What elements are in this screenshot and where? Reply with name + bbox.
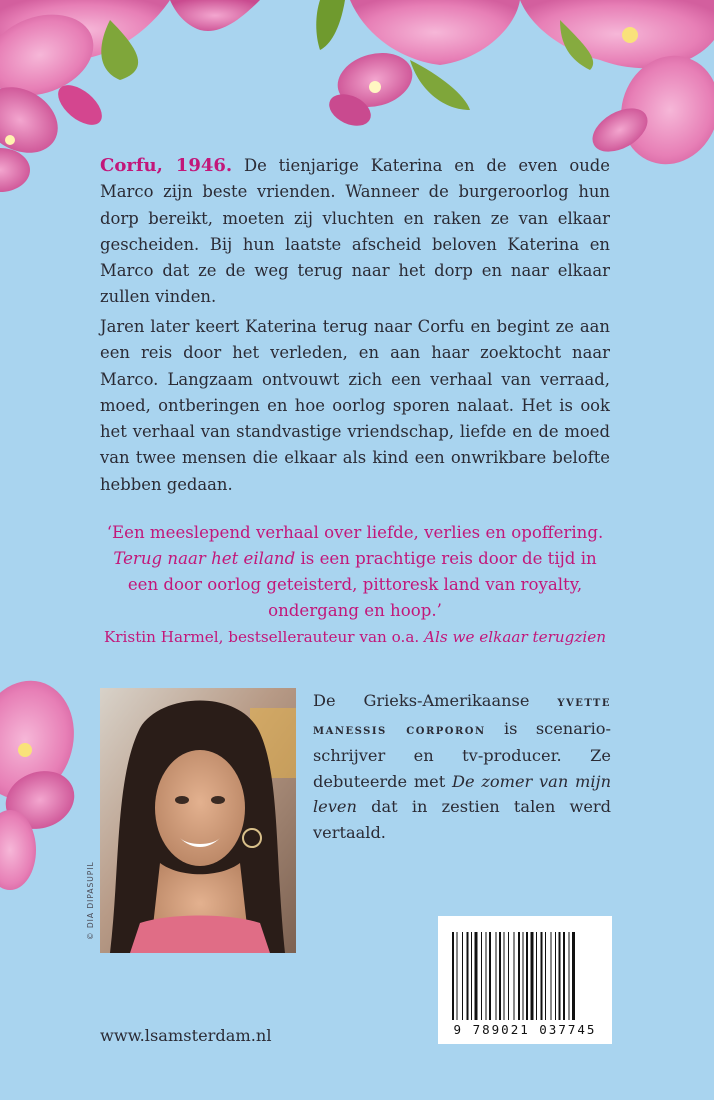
quote-part-1: ‘Een meeslepend verhaal over liefde, verlies en opoffering. [106, 523, 604, 542]
quote-source: Kristin Harmel, bestsellerauteur van o.a. [103, 628, 425, 646]
quote-book-title: Terug naar het eiland [113, 549, 296, 568]
review-quote [100, 520, 610, 650]
author-bio-prefix: De Grieks-Amerikaanse [313, 691, 558, 710]
author-name: yvette manessis corporon [313, 694, 611, 738]
author-photo [100, 688, 296, 953]
barcode-bars-icon [452, 932, 598, 1020]
blurb-lead: Corfu, 1946. [100, 155, 233, 176]
blurb-paragraph-1 [100, 153, 610, 311]
author-debut-title: De zomer van mijn leven [313, 771, 611, 816]
isbn-number: 9 789021 037745 [453, 1022, 597, 1037]
author-bio [313, 688, 611, 845]
quote-part-2: is een prachtige reis door de tijd in een door oorlog geteisterd, pittoresk land van royalty, ondergang en hoop.’ [127, 549, 597, 620]
author-bio-middle: is scenarioschrijver en tv-producer. Ze debuteerde met [313, 718, 611, 791]
publisher-website: www.lsamsterdam.nl [100, 1026, 272, 1045]
photo-credit: © DIA DIPASUPIL [86, 861, 95, 940]
barcode [438, 916, 612, 1044]
author-bio-suffix: dat in zestien talen werd vertaald. [313, 797, 611, 842]
blurb-paragraph-2: Jaren later keert Katerina terug naar Corfu en begint ze aan een reis door het verleden, en aan haar zoektocht naar Marco. Langzaam ontvouwt zich een verhaal van verraad, moed, ontberingen en hoe oorlog sporen nalaat. Het is ook het verhaal van standvastige vriendschap, liefde en de moed van twee mensen die elkaar als kind een onwrikbare belofte hebben gedaan. [100, 317, 610, 494]
blurb-text-1: De tienjarige Katerina en de even oude Marco zijn beste vrienden. Wanneer de burgeroorlog hun dorp bereikt, moeten zij vluchten en raken ze van elkaar gescheiden. Bij hun laatste afscheid beloven Katerina en Marco dat ze de weg terug naar het dorp en naar elkaar zullen vinden. [100, 156, 611, 307]
quote-source-book: Als we elkaar terugzien [424, 628, 607, 646]
